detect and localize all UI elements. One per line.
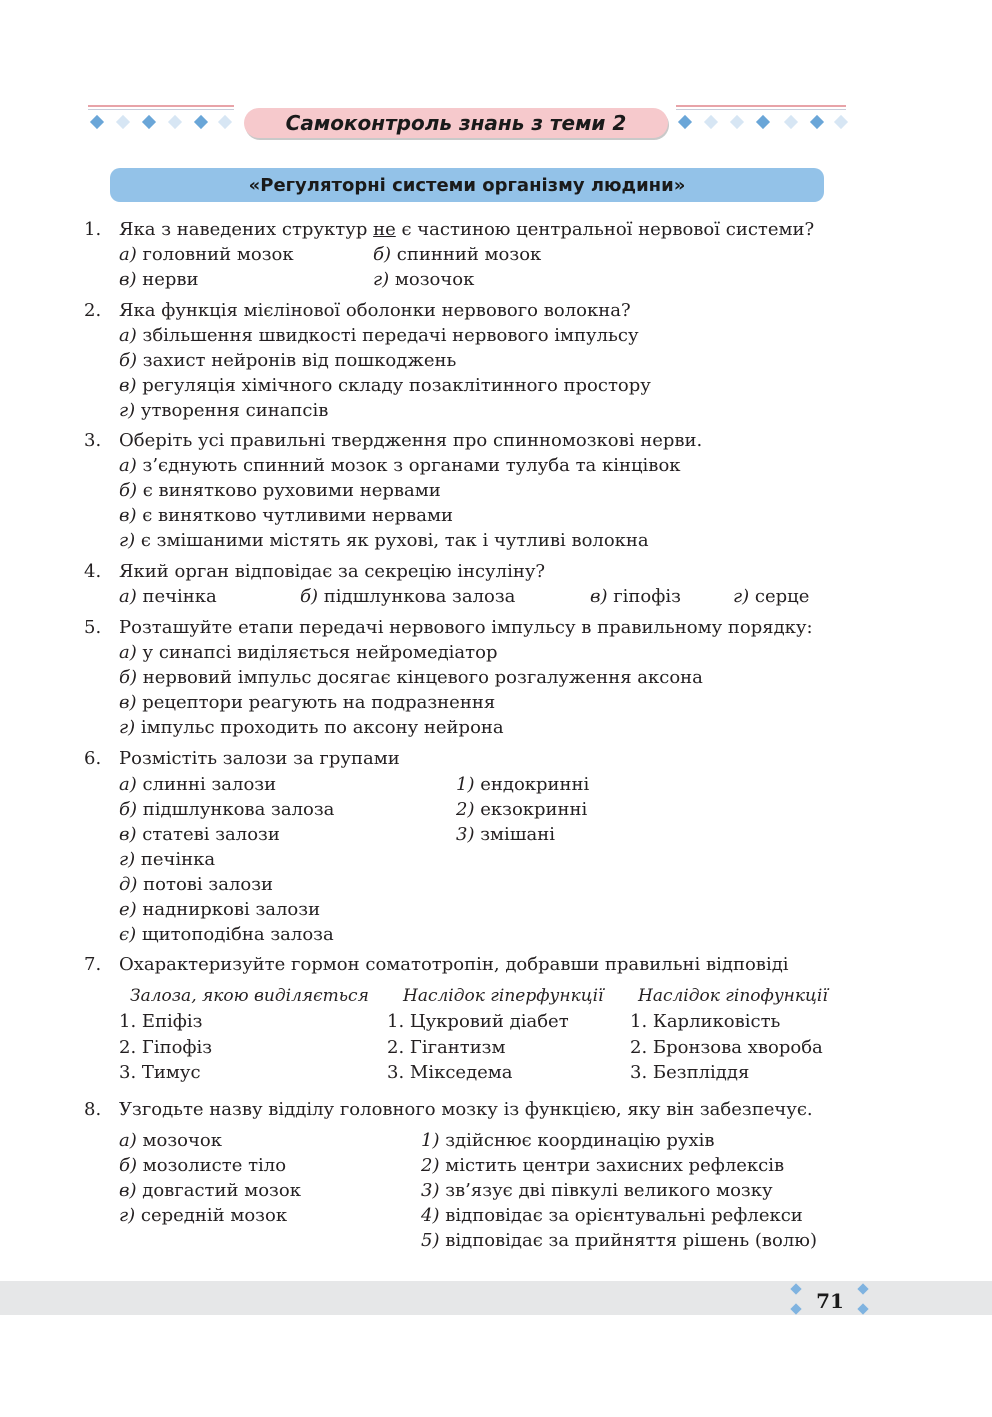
question-number: 2. <box>84 300 102 321</box>
option: г) утворення синапсів <box>119 400 329 421</box>
option: г) є змішаними містять як рухові, так і чутливі волокна <box>119 530 649 551</box>
question-number: 1. <box>84 219 102 240</box>
option: в) рецептори реагують на подразнення <box>119 692 496 713</box>
column-item: 1. Цукровий діабет <box>387 1011 569 1032</box>
option: а) у синапсі виділяється нейромедіатор <box>119 642 498 663</box>
option: в) регуляція хімічного складу позаклітинного простору <box>119 375 651 396</box>
option: б) підшлункова залоза <box>119 799 335 820</box>
question-text: Яка функція мієлінової оболонки нервового волокна? <box>119 300 631 321</box>
option: є) щитоподібна залоза <box>119 924 334 945</box>
column-item: 2. Гіпофіз <box>119 1037 213 1058</box>
option: д) потові залози <box>119 874 274 895</box>
question-number: 5. <box>84 617 102 638</box>
option: а) мозочок <box>119 1130 222 1151</box>
option: б) спинний мозок <box>373 244 542 265</box>
option: б) нервовий імпульс досягає кінцевого розгалуження аксона <box>119 667 703 688</box>
option: г) печінка <box>119 849 216 870</box>
question-number: 4. <box>84 561 102 582</box>
option: в) нерви <box>119 269 199 290</box>
question-text: Оберіть усі правильні твердження про спинномозкові нерви. <box>119 430 703 451</box>
option: б) підшлункова залоза <box>300 586 516 607</box>
option: а) слинні залози <box>119 774 277 795</box>
column-item: 3. Тимус <box>119 1062 201 1083</box>
function-option: 5) відповідає за прийняття рішень (волю) <box>421 1230 817 1251</box>
question-text: Розмістіть залози за групами <box>119 748 400 769</box>
option: б) є винятково руховими нервами <box>119 480 441 501</box>
function-option: 4) відповідає за орієнтувальні рефлекси <box>421 1205 803 1226</box>
group-option: 2) екзокринні <box>456 799 588 820</box>
question-text: Який орган відповідає за секрецію інсуліну? <box>119 561 546 582</box>
option: г) середній мозок <box>119 1205 288 1226</box>
section-title: Самоконтроль знань з теми 2 <box>244 108 668 138</box>
option: б) мозолисте тіло <box>119 1155 287 1176</box>
column-item: 2. Бронзова хвороба <box>630 1037 823 1058</box>
question-text: Яка з наведених структур не є частиною центральної нервової системи? <box>119 219 815 240</box>
page-number: 71 <box>816 1289 844 1313</box>
question-text: Розташуйте етапи передачі нервового імпульсу в правильному порядку: <box>119 617 813 638</box>
option: а) збільшення швидкості передачі нервового імпульсу <box>119 325 639 346</box>
column-item: 1. Карликовість <box>630 1011 781 1032</box>
column-item: 2. Гігантизм <box>387 1037 506 1058</box>
option: а) печінка <box>119 586 217 607</box>
option: е) надниркові залози <box>119 899 321 920</box>
option: в) довгастий мозок <box>119 1180 301 1201</box>
column-item: 1. Епіфіз <box>119 1011 203 1032</box>
option: б) захист нейронів від пошкоджень <box>119 350 457 371</box>
header-ornament-right <box>676 103 846 133</box>
function-option: 2) містить центри захисних рефлексів <box>421 1155 785 1176</box>
question-number: 8. <box>84 1099 102 1120</box>
option: в) гіпофіз <box>590 586 681 607</box>
group-option: 3) змішані <box>456 824 556 845</box>
header-ornament-left <box>88 103 234 133</box>
column-header: Наслідок гіперфункції <box>403 986 604 1006</box>
question-text: Охарактеризуйте гормон соматотропін, добравши правильні відповіді <box>119 954 789 975</box>
option: г) мозочок <box>373 269 475 290</box>
function-option: 1) здійснює координацію рухів <box>421 1130 715 1151</box>
question-number: 7. <box>84 954 102 975</box>
question-text: Узгодьте назву відділу головного мозку із функцією, яку він забезпечує. <box>119 1099 813 1120</box>
option: в) є винятково чутливими нервами <box>119 505 454 526</box>
column-item: 3. Мікседема <box>387 1062 513 1083</box>
group-option: 1) ендокринні <box>456 774 590 795</box>
option: г) серце <box>733 586 810 607</box>
option: г) імпульс проходить по аксону нейрона <box>119 717 504 738</box>
option: а) головний мозок <box>119 244 294 265</box>
topic-subtitle: «Регуляторні системи організму людини» <box>110 168 824 202</box>
question-number: 6. <box>84 748 102 769</box>
column-header: Наслідок гіпофункції <box>638 986 828 1006</box>
option: а) з’єднують спинний мозок з органами тулуба та кінцівок <box>119 455 681 476</box>
column-item: 3. Безпліддя <box>630 1062 750 1083</box>
function-option: 3) зв’язує дві півкулі великого мозку <box>421 1180 773 1201</box>
option: в) статеві залози <box>119 824 280 845</box>
column-header: Залоза, якою виділяється <box>130 986 369 1006</box>
question-number: 3. <box>84 430 102 451</box>
